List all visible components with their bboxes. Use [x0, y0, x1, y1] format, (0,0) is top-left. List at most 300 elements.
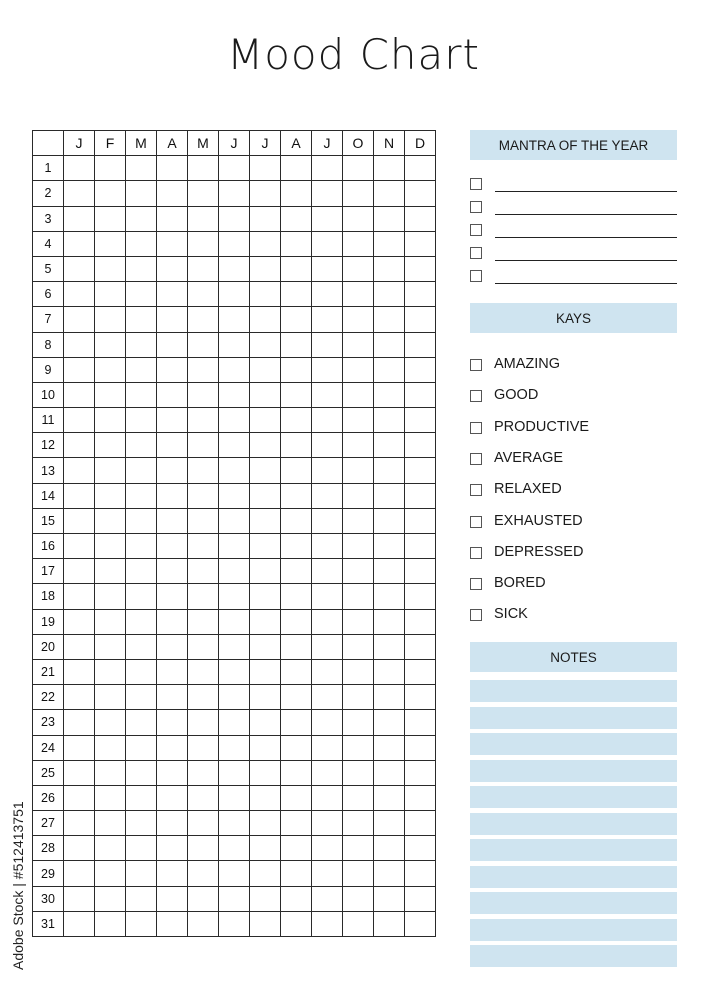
mood-cell[interactable] — [95, 534, 126, 559]
mood-cell[interactable] — [312, 659, 343, 684]
mood-cell[interactable] — [405, 685, 436, 710]
mood-cell[interactable] — [126, 710, 157, 735]
mood-cell[interactable] — [64, 508, 95, 533]
mood-cell[interactable] — [281, 231, 312, 256]
mantra-checkbox[interactable] — [470, 247, 482, 259]
mood-cell[interactable] — [126, 634, 157, 659]
mood-cell[interactable] — [126, 609, 157, 634]
mood-cell[interactable] — [343, 433, 374, 458]
mood-cell[interactable] — [95, 458, 126, 483]
mood-cell[interactable] — [250, 760, 281, 785]
mood-cell[interactable] — [312, 483, 343, 508]
mood-cell[interactable] — [374, 181, 405, 206]
mood-cell[interactable] — [343, 609, 374, 634]
mood-cell[interactable] — [281, 710, 312, 735]
mood-cell[interactable] — [250, 181, 281, 206]
mood-cell[interactable] — [95, 408, 126, 433]
mood-cell[interactable] — [405, 458, 436, 483]
mood-cell[interactable] — [219, 685, 250, 710]
mood-cell[interactable] — [250, 886, 281, 911]
mood-cell[interactable] — [250, 659, 281, 684]
mantra-write-line[interactable] — [495, 260, 677, 261]
mood-cell[interactable] — [312, 785, 343, 810]
mantra-checkbox[interactable] — [470, 224, 482, 236]
mood-cell[interactable] — [281, 458, 312, 483]
mood-cell[interactable] — [374, 659, 405, 684]
mood-cell[interactable] — [405, 382, 436, 407]
mood-cell[interactable] — [405, 307, 436, 332]
mood-cell[interactable] — [250, 811, 281, 836]
mood-cell[interactable] — [64, 911, 95, 936]
mood-cell[interactable] — [374, 609, 405, 634]
mood-cell[interactable] — [250, 911, 281, 936]
mood-cell[interactable] — [188, 256, 219, 281]
mood-cell[interactable] — [405, 836, 436, 861]
mood-cell[interactable] — [219, 382, 250, 407]
mood-cell[interactable] — [64, 634, 95, 659]
mood-cell[interactable] — [374, 911, 405, 936]
mood-cell[interactable] — [95, 357, 126, 382]
mood-cell[interactable] — [250, 206, 281, 231]
mood-cell[interactable] — [64, 659, 95, 684]
key-checkbox[interactable] — [470, 422, 482, 434]
mood-cell[interactable] — [95, 559, 126, 584]
note-line[interactable] — [470, 786, 677, 808]
mood-cell[interactable] — [64, 584, 95, 609]
mood-cell[interactable] — [312, 584, 343, 609]
mood-cell[interactable] — [64, 785, 95, 810]
mood-cell[interactable] — [250, 256, 281, 281]
note-line[interactable] — [470, 892, 677, 914]
mood-cell[interactable] — [374, 332, 405, 357]
note-line[interactable] — [470, 680, 677, 702]
mood-cell[interactable] — [188, 735, 219, 760]
mood-cell[interactable] — [64, 357, 95, 382]
note-line[interactable] — [470, 839, 677, 861]
mood-cell[interactable] — [343, 458, 374, 483]
mood-cell[interactable] — [343, 685, 374, 710]
mood-cell[interactable] — [374, 206, 405, 231]
mood-cell[interactable] — [405, 659, 436, 684]
mood-cell[interactable] — [188, 559, 219, 584]
mood-cell[interactable] — [250, 307, 281, 332]
mood-cell[interactable] — [250, 534, 281, 559]
mood-cell[interactable] — [157, 357, 188, 382]
mood-cell[interactable] — [126, 584, 157, 609]
mood-cell[interactable] — [343, 760, 374, 785]
mood-cell[interactable] — [219, 483, 250, 508]
mood-cell[interactable] — [219, 307, 250, 332]
mood-cell[interactable] — [157, 735, 188, 760]
mood-cell[interactable] — [64, 256, 95, 281]
note-line[interactable] — [470, 866, 677, 888]
mood-cell[interactable] — [219, 559, 250, 584]
mood-cell[interactable] — [157, 886, 188, 911]
mood-cell[interactable] — [405, 735, 436, 760]
mood-cell[interactable] — [219, 206, 250, 231]
mood-cell[interactable] — [281, 382, 312, 407]
mood-cell[interactable] — [343, 408, 374, 433]
mood-cell[interactable] — [343, 634, 374, 659]
mood-cell[interactable] — [188, 433, 219, 458]
mood-cell[interactable] — [374, 307, 405, 332]
mood-cell[interactable] — [219, 735, 250, 760]
mood-cell[interactable] — [405, 332, 436, 357]
mood-cell[interactable] — [312, 559, 343, 584]
mood-cell[interactable] — [219, 584, 250, 609]
mood-cell[interactable] — [405, 886, 436, 911]
mood-cell[interactable] — [188, 458, 219, 483]
mood-cell[interactable] — [95, 231, 126, 256]
note-line[interactable] — [470, 733, 677, 755]
mood-cell[interactable] — [281, 534, 312, 559]
mood-cell[interactable] — [64, 433, 95, 458]
mood-cell[interactable] — [188, 231, 219, 256]
mood-cell[interactable] — [405, 911, 436, 936]
mood-cell[interactable] — [126, 458, 157, 483]
mood-cell[interactable] — [374, 357, 405, 382]
mood-cell[interactable] — [312, 181, 343, 206]
mantra-write-line[interactable] — [495, 214, 677, 215]
mood-cell[interactable] — [405, 861, 436, 886]
note-line[interactable] — [470, 760, 677, 782]
mood-cell[interactable] — [188, 886, 219, 911]
mood-cell[interactable] — [405, 811, 436, 836]
mood-cell[interactable] — [343, 584, 374, 609]
mood-cell[interactable] — [219, 332, 250, 357]
mood-cell[interactable] — [126, 357, 157, 382]
mood-cell[interactable] — [219, 710, 250, 735]
mood-cell[interactable] — [95, 861, 126, 886]
mood-cell[interactable] — [312, 534, 343, 559]
key-checkbox[interactable] — [470, 453, 482, 465]
mood-cell[interactable] — [405, 483, 436, 508]
mood-cell[interactable] — [250, 408, 281, 433]
mood-cell[interactable] — [64, 534, 95, 559]
mood-cell[interactable] — [157, 231, 188, 256]
mood-cell[interactable] — [250, 508, 281, 533]
mood-cell[interactable] — [405, 559, 436, 584]
mood-cell[interactable] — [219, 886, 250, 911]
mood-cell[interactable] — [312, 256, 343, 281]
mood-cell[interactable] — [64, 206, 95, 231]
mood-cell[interactable] — [95, 256, 126, 281]
mood-cell[interactable] — [64, 458, 95, 483]
mood-cell[interactable] — [126, 408, 157, 433]
key-checkbox[interactable] — [470, 516, 482, 528]
mood-cell[interactable] — [126, 156, 157, 181]
mood-cell[interactable] — [374, 382, 405, 407]
mood-cell[interactable] — [312, 836, 343, 861]
mood-cell[interactable] — [126, 256, 157, 281]
mood-cell[interactable] — [157, 408, 188, 433]
mood-cell[interactable] — [374, 534, 405, 559]
mood-cell[interactable] — [281, 609, 312, 634]
mood-cell[interactable] — [64, 710, 95, 735]
mood-cell[interactable] — [126, 760, 157, 785]
mood-cell[interactable] — [188, 206, 219, 231]
key-checkbox[interactable] — [470, 609, 482, 621]
mood-cell[interactable] — [157, 836, 188, 861]
mood-cell[interactable] — [157, 156, 188, 181]
mood-cell[interactable] — [312, 508, 343, 533]
mood-cell[interactable] — [250, 609, 281, 634]
mood-cell[interactable] — [188, 483, 219, 508]
mood-cell[interactable] — [312, 332, 343, 357]
mood-cell[interactable] — [126, 332, 157, 357]
mantra-write-line[interactable] — [495, 191, 677, 192]
mood-cell[interactable] — [157, 282, 188, 307]
mood-cell[interactable] — [95, 634, 126, 659]
key-checkbox[interactable] — [470, 578, 482, 590]
key-checkbox[interactable] — [470, 390, 482, 402]
mood-cell[interactable] — [157, 584, 188, 609]
note-line[interactable] — [470, 707, 677, 729]
mood-cell[interactable] — [64, 307, 95, 332]
mood-cell[interactable] — [374, 584, 405, 609]
mood-cell[interactable] — [281, 181, 312, 206]
mood-cell[interactable] — [157, 559, 188, 584]
mood-cell[interactable] — [126, 508, 157, 533]
mood-cell[interactable] — [188, 508, 219, 533]
mood-cell[interactable] — [157, 861, 188, 886]
mood-cell[interactable] — [343, 911, 374, 936]
mood-cell[interactable] — [250, 458, 281, 483]
mood-cell[interactable] — [281, 559, 312, 584]
mood-cell[interactable] — [95, 659, 126, 684]
key-checkbox[interactable] — [470, 547, 482, 559]
mood-cell[interactable] — [281, 634, 312, 659]
mood-cell[interactable] — [405, 710, 436, 735]
mood-cell[interactable] — [405, 508, 436, 533]
mood-cell[interactable] — [157, 911, 188, 936]
mood-cell[interactable] — [188, 911, 219, 936]
mood-cell[interactable] — [188, 836, 219, 861]
mood-cell[interactable] — [281, 307, 312, 332]
mood-cell[interactable] — [343, 181, 374, 206]
mood-cell[interactable] — [64, 382, 95, 407]
mood-cell[interactable] — [157, 458, 188, 483]
mood-cell[interactable] — [95, 760, 126, 785]
mood-cell[interactable] — [281, 483, 312, 508]
mood-cell[interactable] — [312, 307, 343, 332]
mood-cell[interactable] — [312, 382, 343, 407]
mood-cell[interactable] — [64, 231, 95, 256]
mood-cell[interactable] — [157, 534, 188, 559]
mood-cell[interactable] — [219, 811, 250, 836]
mood-cell[interactable] — [95, 710, 126, 735]
mood-cell[interactable] — [95, 382, 126, 407]
mood-cell[interactable] — [126, 307, 157, 332]
mood-cell[interactable] — [374, 256, 405, 281]
mood-cell[interactable] — [188, 357, 219, 382]
mood-cell[interactable] — [374, 408, 405, 433]
mood-cell[interactable] — [188, 609, 219, 634]
mood-cell[interactable] — [157, 659, 188, 684]
mood-cell[interactable] — [281, 735, 312, 760]
mood-cell[interactable] — [405, 634, 436, 659]
mood-cell[interactable] — [157, 710, 188, 735]
mantra-checkbox[interactable] — [470, 178, 482, 190]
mood-cell[interactable] — [126, 861, 157, 886]
mood-cell[interactable] — [64, 836, 95, 861]
mood-cell[interactable] — [64, 282, 95, 307]
mood-cell[interactable] — [374, 483, 405, 508]
mood-cell[interactable] — [343, 332, 374, 357]
note-line[interactable] — [470, 919, 677, 941]
mood-cell[interactable] — [281, 811, 312, 836]
mood-cell[interactable] — [405, 206, 436, 231]
mood-cell[interactable] — [95, 886, 126, 911]
mood-cell[interactable] — [250, 785, 281, 810]
mood-cell[interactable] — [343, 357, 374, 382]
mood-cell[interactable] — [64, 609, 95, 634]
mood-cell[interactable] — [312, 634, 343, 659]
mood-cell[interactable] — [312, 408, 343, 433]
mood-cell[interactable] — [219, 357, 250, 382]
mood-cell[interactable] — [374, 861, 405, 886]
mood-cell[interactable] — [343, 483, 374, 508]
mood-cell[interactable] — [188, 811, 219, 836]
mood-cell[interactable] — [95, 584, 126, 609]
mood-cell[interactable] — [281, 206, 312, 231]
mood-cell[interactable] — [157, 256, 188, 281]
mood-cell[interactable] — [188, 685, 219, 710]
mood-cell[interactable] — [126, 911, 157, 936]
mood-cell[interactable] — [126, 206, 157, 231]
mood-cell[interactable] — [126, 735, 157, 760]
mood-cell[interactable] — [343, 559, 374, 584]
key-item[interactable] — [470, 606, 677, 624]
mood-cell[interactable] — [64, 861, 95, 886]
mood-cell[interactable] — [250, 382, 281, 407]
mantra-line[interactable] — [470, 270, 677, 286]
mood-cell[interactable] — [95, 911, 126, 936]
mood-cell[interactable] — [64, 181, 95, 206]
mood-cell[interactable] — [343, 307, 374, 332]
mood-cell[interactable] — [188, 307, 219, 332]
mood-cell[interactable] — [312, 735, 343, 760]
mood-cell[interactable] — [374, 760, 405, 785]
mood-cell[interactable] — [126, 534, 157, 559]
mood-cell[interactable] — [343, 886, 374, 911]
key-item[interactable] — [470, 575, 677, 593]
mood-cell[interactable] — [64, 332, 95, 357]
mood-cell[interactable] — [281, 886, 312, 911]
mood-cell[interactable] — [126, 836, 157, 861]
mood-cell[interactable] — [405, 256, 436, 281]
mood-cell[interactable] — [95, 156, 126, 181]
mood-cell[interactable] — [126, 785, 157, 810]
key-item[interactable] — [470, 513, 677, 531]
mood-cell[interactable] — [188, 382, 219, 407]
mood-cell[interactable] — [250, 735, 281, 760]
note-line[interactable] — [470, 813, 677, 835]
mood-cell[interactable] — [312, 710, 343, 735]
key-item[interactable] — [470, 356, 677, 374]
mood-cell[interactable] — [374, 735, 405, 760]
mood-cell[interactable] — [157, 181, 188, 206]
mood-cell[interactable] — [95, 508, 126, 533]
key-item[interactable] — [470, 450, 677, 468]
mood-cell[interactable] — [188, 861, 219, 886]
mood-cell[interactable] — [312, 886, 343, 911]
mood-cell[interactable] — [374, 458, 405, 483]
mood-cell[interactable] — [219, 659, 250, 684]
mood-cell[interactable] — [219, 458, 250, 483]
mood-cell[interactable] — [219, 282, 250, 307]
mood-cell[interactable] — [405, 609, 436, 634]
mood-cell[interactable] — [219, 785, 250, 810]
mood-cell[interactable] — [95, 433, 126, 458]
mood-cell[interactable] — [126, 181, 157, 206]
mood-cell[interactable] — [64, 811, 95, 836]
mood-cell[interactable] — [281, 760, 312, 785]
mood-cell[interactable] — [126, 433, 157, 458]
mood-cell[interactable] — [281, 861, 312, 886]
mood-cell[interactable] — [157, 206, 188, 231]
mood-cell[interactable] — [374, 282, 405, 307]
mood-cell[interactable] — [126, 382, 157, 407]
mood-cell[interactable] — [312, 156, 343, 181]
mood-cell[interactable] — [126, 282, 157, 307]
mood-cell[interactable] — [157, 433, 188, 458]
mood-cell[interactable] — [64, 408, 95, 433]
mood-cell[interactable] — [126, 886, 157, 911]
mood-cell[interactable] — [95, 206, 126, 231]
mood-cell[interactable] — [95, 307, 126, 332]
mood-cell[interactable] — [219, 634, 250, 659]
mood-cell[interactable] — [374, 433, 405, 458]
mood-cell[interactable] — [219, 861, 250, 886]
mood-cell[interactable] — [188, 408, 219, 433]
mood-cell[interactable] — [126, 659, 157, 684]
mood-cell[interactable] — [95, 483, 126, 508]
key-checkbox[interactable] — [470, 484, 482, 496]
mood-cell[interactable] — [64, 886, 95, 911]
mood-cell[interactable] — [281, 256, 312, 281]
mantra-write-line[interactable] — [495, 237, 677, 238]
mantra-write-line[interactable] — [495, 283, 677, 284]
mood-cell[interactable] — [281, 836, 312, 861]
mood-cell[interactable] — [343, 836, 374, 861]
mood-cell[interactable] — [157, 685, 188, 710]
mood-cell[interactable] — [374, 685, 405, 710]
mantra-checkbox[interactable] — [470, 201, 482, 213]
mood-cell[interactable] — [405, 181, 436, 206]
mood-cell[interactable] — [219, 609, 250, 634]
mantra-line[interactable] — [470, 178, 677, 194]
mood-cell[interactable] — [157, 609, 188, 634]
mood-cell[interactable] — [312, 760, 343, 785]
mood-cell[interactable] — [219, 231, 250, 256]
mood-cell[interactable] — [219, 433, 250, 458]
mood-cell[interactable] — [343, 231, 374, 256]
mantra-line[interactable] — [470, 247, 677, 263]
mantra-line[interactable] — [470, 201, 677, 217]
mood-cell[interactable] — [405, 357, 436, 382]
mood-cell[interactable] — [126, 685, 157, 710]
mood-cell[interactable] — [405, 282, 436, 307]
mood-cell[interactable] — [343, 508, 374, 533]
mood-cell[interactable] — [95, 282, 126, 307]
mood-cell[interactable] — [250, 559, 281, 584]
mood-cell[interactable] — [219, 534, 250, 559]
mood-cell[interactable] — [250, 634, 281, 659]
mood-cell[interactable] — [157, 332, 188, 357]
mood-cell[interactable] — [64, 735, 95, 760]
mood-cell[interactable] — [312, 231, 343, 256]
